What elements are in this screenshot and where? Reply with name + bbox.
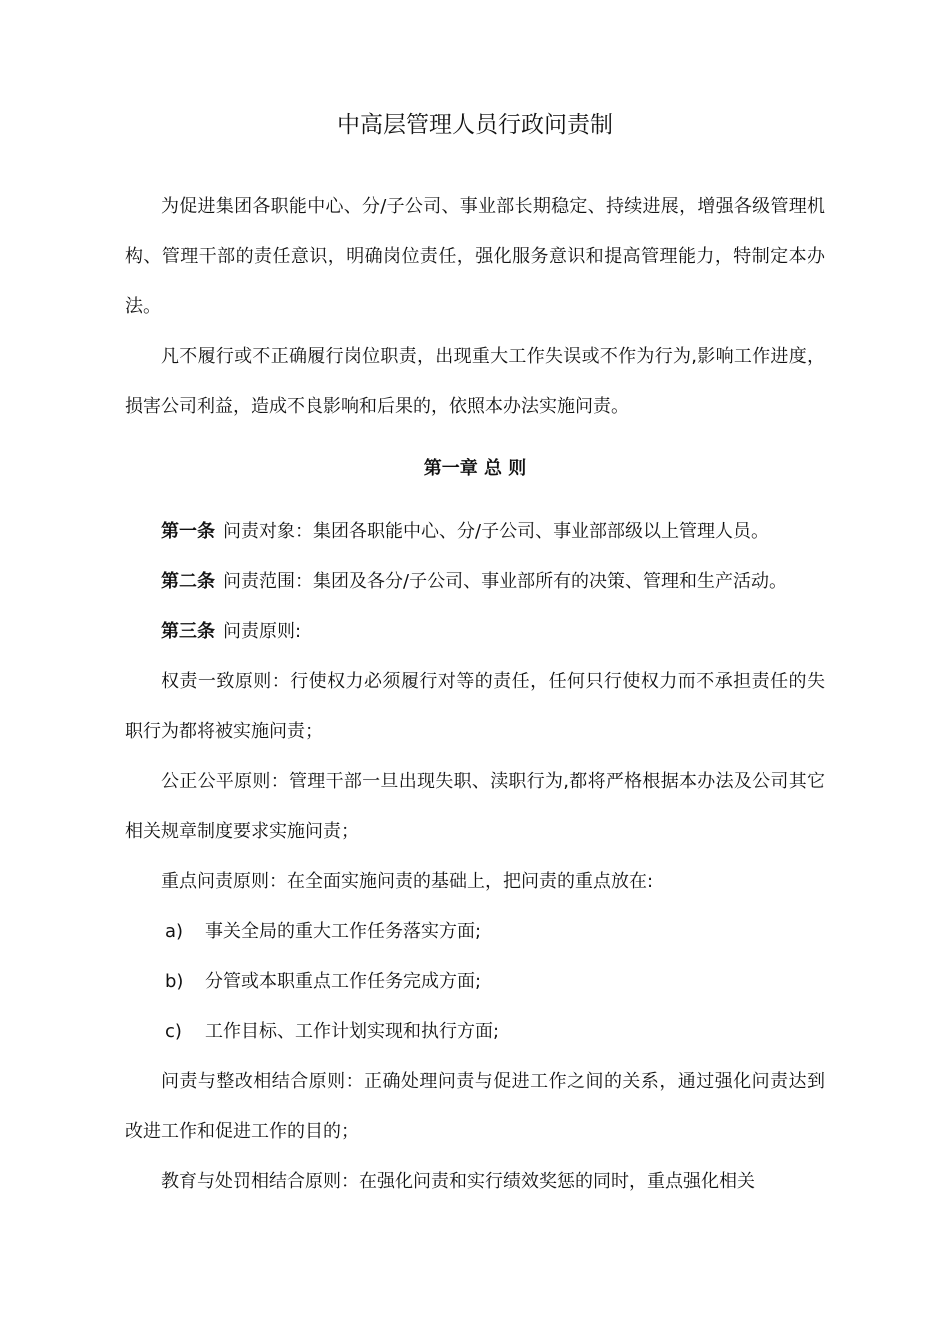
article-3: [125, 607, 825, 657]
principle-1: 权责一致原则：行使权力必须履行对等的责任，任何只行使权力而不承担责任的失职行为都将被实施问责；: [125, 671, 825, 742]
item-text: 分管或本职重点工作任务完成方面;: [205, 971, 482, 992]
article-2: [125, 557, 825, 607]
article-1: [125, 507, 825, 557]
item-marker: c): [165, 1021, 182, 1042]
intro-paragraph-1: 为促进集团各职能中心、分/子公司、事业部长期稳定、持续进展，增强各级管理机构、管理干部的责任意识，明确岗位责任，强化服务意识和提高管理能力，特制定本办法。: [125, 196, 825, 317]
principle-5: 教育与处罚相结合原则：在强化问责和实行绩效奖惩的同时，重点强化相关: [161, 1171, 755, 1192]
item-marker: a): [165, 921, 184, 942]
item-marker: b): [165, 971, 184, 992]
focus-item-a: [125, 907, 825, 957]
intro-paragraph-2: 凡不履行或不正确履行岗位职责，出现重大工作失误或不作为行为,影响工作进度，损害公司利益，造成不良影响和后果的，依照本办法实施问责。: [125, 346, 825, 417]
principle-2: 公正公平原则：管理干部一旦出现失职、渎职行为,都将严格根据本办法及公司其它相关规章制度要求实施问责；: [125, 771, 825, 842]
focus-item-c: [125, 1007, 825, 1057]
article-label: 第一条: [161, 521, 215, 542]
article-text: 问责原则:: [223, 621, 302, 642]
focus-item-b: [125, 957, 825, 1007]
article-label: 第三条: [161, 621, 215, 642]
article-label: 第二条: [161, 571, 215, 592]
document-title: 中高层管理人员行政问责制: [337, 112, 613, 138]
principle-3: 重点问责原则：在全面实施问责的基础上，把问责的重点放在:: [161, 871, 654, 892]
item-text: 工作目标、工作计划实现和执行方面;: [205, 1021, 500, 1042]
chapter-heading: 第一章 总 则: [423, 458, 527, 479]
article-text: 问责对象：集团各职能中心、分/子公司、事业部部级以上管理人员。: [223, 521, 770, 542]
document-body: [125, 182, 825, 1207]
item-text: 事关全局的重大工作任务落实方面;: [205, 921, 482, 942]
principle-4: 问责与整改相结合原则：正确处理问责与促进工作之间的关系，通过强化问责达到改进工作和促进工作的目的；: [125, 1071, 825, 1142]
article-text: 问责范围：集团及各分/子公司、事业部所有的决策、管理和生产活动。: [223, 571, 788, 592]
